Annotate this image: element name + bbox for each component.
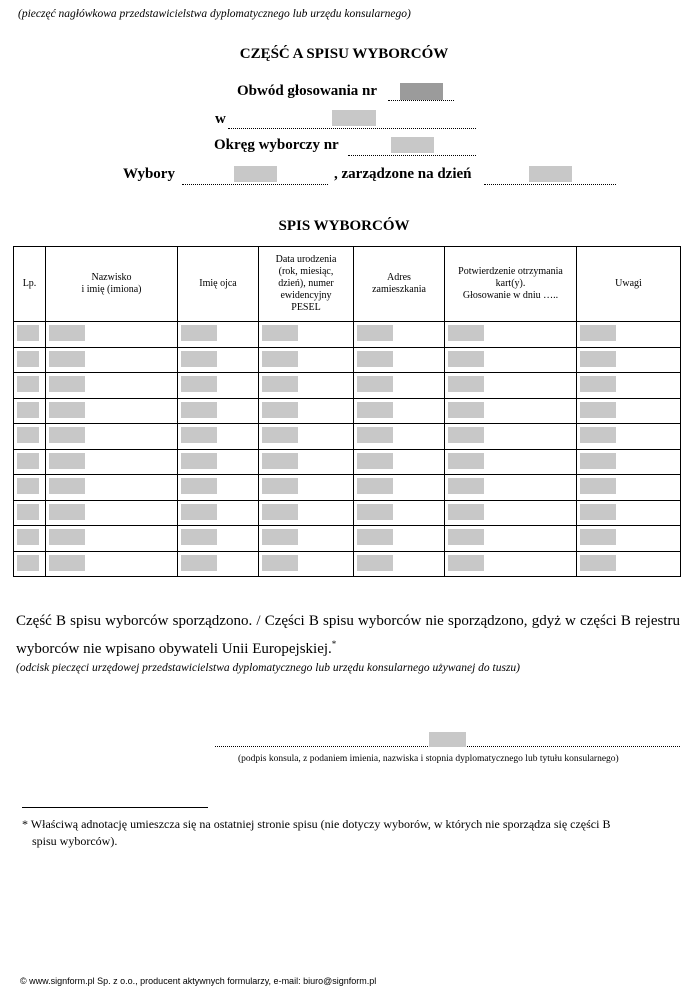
okreg-number-field[interactable] xyxy=(391,137,434,153)
cell-input-father-name[interactable] xyxy=(181,376,217,392)
cell-lp xyxy=(14,475,46,501)
cell-remarks xyxy=(577,347,681,373)
cell-input-lp[interactable] xyxy=(17,351,39,367)
copyright-notice: © www.signform.pl Sp. z o.o., producent aktywnych formularzy, e-mail: biuro@signform.pl xyxy=(20,976,377,986)
cell-address xyxy=(354,500,445,526)
cell-input-birth-pesel[interactable] xyxy=(262,376,298,392)
header-stamp-note: (pieczęć nagłówkowa przedstawicielstwa dyplomatycznego lub urzędu konsularnego) xyxy=(18,8,411,20)
header-name: Nazwisko i imię (imiona) xyxy=(46,247,178,322)
cell-input-name[interactable] xyxy=(49,325,85,341)
place-field[interactable] xyxy=(332,110,376,126)
cell-input-confirmation[interactable] xyxy=(448,402,484,418)
cell-address xyxy=(354,347,445,373)
cell-input-confirmation[interactable] xyxy=(448,376,484,392)
signature-field[interactable] xyxy=(429,732,466,747)
cell-input-father-name[interactable] xyxy=(181,402,217,418)
election-type-field[interactable] xyxy=(234,166,277,182)
cell-address xyxy=(354,322,445,348)
cell-remarks xyxy=(577,449,681,475)
cell-name xyxy=(46,526,178,552)
header-birth-pesel: Data urodzenia (rok, miesiąc, dzień), numer ewidencyjny PESEL xyxy=(259,247,354,322)
table-header-row xyxy=(14,247,681,322)
cell-input-birth-pesel[interactable] xyxy=(262,351,298,367)
cell-birth-pesel xyxy=(259,398,354,424)
cell-name xyxy=(46,424,178,450)
header-father-name: Imię ojca xyxy=(178,247,259,322)
cell-input-address[interactable] xyxy=(357,376,393,392)
cell-input-lp[interactable] xyxy=(17,376,39,392)
cell-birth-pesel xyxy=(259,500,354,526)
cell-input-name[interactable] xyxy=(49,376,85,392)
cell-input-address[interactable] xyxy=(357,529,393,545)
cell-input-remarks[interactable] xyxy=(580,376,616,392)
table-row xyxy=(14,347,681,373)
cell-input-lp[interactable] xyxy=(17,453,39,469)
cell-input-birth-pesel[interactable] xyxy=(262,529,298,545)
cell-input-remarks[interactable] xyxy=(580,427,616,443)
cell-lp xyxy=(14,424,46,450)
cell-input-confirmation[interactable] xyxy=(448,427,484,443)
cell-address xyxy=(354,449,445,475)
voters-table xyxy=(13,246,681,577)
obwod-number-line xyxy=(388,100,454,101)
cell-input-name[interactable] xyxy=(49,504,85,520)
cell-input-remarks[interactable] xyxy=(580,351,616,367)
cell-input-birth-pesel[interactable] xyxy=(262,504,298,520)
cell-input-address[interactable] xyxy=(357,504,393,520)
cell-input-father-name[interactable] xyxy=(181,555,217,571)
cell-name xyxy=(46,373,178,399)
cell-father-name xyxy=(178,322,259,348)
cell-father-name xyxy=(178,475,259,501)
cell-input-name[interactable] xyxy=(49,427,85,443)
cell-input-name[interactable] xyxy=(49,351,85,367)
cell-input-address[interactable] xyxy=(357,402,393,418)
cell-confirmation xyxy=(445,398,577,424)
cell-input-address[interactable] xyxy=(357,555,393,571)
cell-input-confirmation[interactable] xyxy=(448,529,484,545)
cell-remarks xyxy=(577,322,681,348)
cell-input-lp[interactable] xyxy=(17,529,39,545)
cell-birth-pesel xyxy=(259,526,354,552)
cell-address xyxy=(354,526,445,552)
header-confirmation: Potwierdzenie otrzymania kart(y). Głosowanie w dniu ….. xyxy=(445,247,577,322)
cell-confirmation xyxy=(445,475,577,501)
wybory-label: Wybory xyxy=(123,166,175,182)
cell-father-name xyxy=(178,373,259,399)
cell-lp xyxy=(14,551,46,577)
cell-input-birth-pesel[interactable] xyxy=(262,453,298,469)
cell-confirmation xyxy=(445,347,577,373)
cell-confirmation xyxy=(445,322,577,348)
cell-input-lp[interactable] xyxy=(17,555,39,571)
cell-remarks xyxy=(577,551,681,577)
cell-name xyxy=(46,475,178,501)
cell-address xyxy=(354,373,445,399)
cell-input-remarks[interactable] xyxy=(580,504,616,520)
footnote-line-1: * Właściwą adnotację umieszcza się na ostatniej stronie spisu (nie dotyczy wyborów, w których nie sporządza się części B xyxy=(22,817,611,831)
cell-input-father-name[interactable] xyxy=(181,351,217,367)
cell-input-address[interactable] xyxy=(357,351,393,367)
cell-birth-pesel xyxy=(259,449,354,475)
cell-input-address[interactable] xyxy=(357,427,393,443)
table-row xyxy=(14,373,681,399)
cell-father-name xyxy=(178,449,259,475)
cell-input-name[interactable] xyxy=(49,555,85,571)
cell-input-birth-pesel[interactable] xyxy=(262,555,298,571)
cell-lp xyxy=(14,526,46,552)
cell-lp xyxy=(14,322,46,348)
cell-input-name[interactable] xyxy=(49,453,85,469)
cell-input-remarks[interactable] xyxy=(580,555,616,571)
cell-input-remarks[interactable] xyxy=(580,529,616,545)
table-row xyxy=(14,322,681,348)
cell-input-birth-pesel[interactable] xyxy=(262,478,298,494)
cell-remarks xyxy=(577,424,681,450)
cell-input-name[interactable] xyxy=(49,478,85,494)
cell-input-address[interactable] xyxy=(357,453,393,469)
cell-remarks xyxy=(577,373,681,399)
cell-remarks xyxy=(577,500,681,526)
cell-input-father-name[interactable] xyxy=(181,325,217,341)
table-body xyxy=(14,322,681,577)
cell-father-name xyxy=(178,500,259,526)
cell-confirmation xyxy=(445,526,577,552)
cell-confirmation xyxy=(445,373,577,399)
cell-address xyxy=(354,424,445,450)
cell-father-name xyxy=(178,398,259,424)
cell-father-name xyxy=(178,424,259,450)
cell-birth-pesel xyxy=(259,347,354,373)
cell-address xyxy=(354,551,445,577)
cell-input-remarks[interactable] xyxy=(580,325,616,341)
cell-input-confirmation[interactable] xyxy=(448,478,484,494)
cell-input-lp[interactable] xyxy=(17,478,39,494)
table-row xyxy=(14,398,681,424)
table-row xyxy=(14,526,681,552)
cell-input-birth-pesel[interactable] xyxy=(262,325,298,341)
election-date-field[interactable] xyxy=(529,166,572,182)
cell-input-name[interactable] xyxy=(49,529,85,545)
footnote xyxy=(22,816,672,850)
cell-address xyxy=(354,398,445,424)
w-label: w xyxy=(215,111,226,127)
zarzadzone-label: , zarządzone na dzień xyxy=(334,166,472,182)
cell-input-father-name[interactable] xyxy=(181,478,217,494)
cell-input-lp[interactable] xyxy=(17,325,39,341)
header-remarks: Uwagi xyxy=(577,247,681,322)
cell-confirmation xyxy=(445,449,577,475)
cell-input-birth-pesel[interactable] xyxy=(262,427,298,443)
cell-lp xyxy=(14,347,46,373)
cell-input-address[interactable] xyxy=(357,325,393,341)
cell-input-confirmation[interactable] xyxy=(448,555,484,571)
statement-paragraph xyxy=(16,610,680,661)
statement-text: Część B spisu wyborców sporządzono. / Części B spisu wyborców nie sporządzono, gdyż w części B rejestru wyborców nie wpisano obywateli Unii Europejskiej. xyxy=(16,613,680,657)
cell-input-remarks[interactable] xyxy=(580,453,616,469)
cell-input-lp[interactable] xyxy=(17,504,39,520)
cell-input-confirmation[interactable] xyxy=(448,453,484,469)
cell-birth-pesel xyxy=(259,424,354,450)
election-date-line xyxy=(484,184,616,185)
cell-lp xyxy=(14,398,46,424)
cell-input-birth-pesel[interactable] xyxy=(262,402,298,418)
cell-input-confirmation[interactable] xyxy=(448,325,484,341)
okreg-label: Okręg wyborczy nr xyxy=(214,137,339,153)
table-row xyxy=(14,424,681,450)
table-row xyxy=(14,475,681,501)
obwod-label: Obwód głosowania nr xyxy=(237,83,378,99)
cell-name xyxy=(46,449,178,475)
signature-caption: (podpis konsula, z podaniem imienia, nazwiska i stopnia dyplomatycznego lub tytułu konsularnego) xyxy=(238,754,619,764)
cell-remarks xyxy=(577,398,681,424)
cell-name xyxy=(46,322,178,348)
cell-input-lp[interactable] xyxy=(17,427,39,443)
cell-confirmation xyxy=(445,551,577,577)
cell-father-name xyxy=(178,526,259,552)
cell-remarks xyxy=(577,526,681,552)
place-line xyxy=(228,128,476,129)
cell-address xyxy=(354,475,445,501)
header-address: Adres zamieszkania xyxy=(354,247,445,322)
cell-confirmation xyxy=(445,424,577,450)
cell-input-name[interactable] xyxy=(49,402,85,418)
cell-name xyxy=(46,551,178,577)
cell-input-lp[interactable] xyxy=(17,402,39,418)
cell-name xyxy=(46,500,178,526)
okreg-number-line xyxy=(348,155,476,156)
cell-input-confirmation[interactable] xyxy=(448,504,484,520)
footnote-line-2: spisu wyborców). xyxy=(32,834,118,848)
table-title: SPIS WYBORCÓW xyxy=(278,218,410,234)
footnote-divider xyxy=(22,807,208,808)
cell-confirmation xyxy=(445,500,577,526)
cell-input-father-name[interactable] xyxy=(181,453,217,469)
cell-father-name xyxy=(178,347,259,373)
cell-lp xyxy=(14,373,46,399)
table-row xyxy=(14,449,681,475)
cell-input-confirmation[interactable] xyxy=(448,351,484,367)
cell-input-father-name[interactable] xyxy=(181,504,217,520)
table-row xyxy=(14,500,681,526)
table-row xyxy=(14,551,681,577)
cell-birth-pesel xyxy=(259,322,354,348)
cell-birth-pesel xyxy=(259,373,354,399)
cell-name xyxy=(46,398,178,424)
cell-remarks xyxy=(577,475,681,501)
document-title: CZĘŚĆ A SPISU WYBORCÓW xyxy=(239,46,449,62)
cell-lp xyxy=(14,449,46,475)
header-lp: Lp. xyxy=(14,247,46,322)
obwod-number-field[interactable] xyxy=(400,83,443,100)
statement-footnote-mark: * xyxy=(331,639,337,649)
election-type-line xyxy=(182,184,328,185)
cell-birth-pesel xyxy=(259,475,354,501)
cell-input-father-name[interactable] xyxy=(181,529,217,545)
cell-input-address[interactable] xyxy=(357,478,393,494)
cell-lp xyxy=(14,500,46,526)
cell-father-name xyxy=(178,551,259,577)
cell-input-father-name[interactable] xyxy=(181,427,217,443)
official-stamp-note: (odcisk pieczęci urzędowej przedstawicielstwa dyplomatycznego lub urzędu konsularnego używanej do tuszu) xyxy=(16,662,521,674)
cell-name xyxy=(46,347,178,373)
cell-birth-pesel xyxy=(259,551,354,577)
cell-input-remarks[interactable] xyxy=(580,402,616,418)
cell-input-remarks[interactable] xyxy=(580,478,616,494)
